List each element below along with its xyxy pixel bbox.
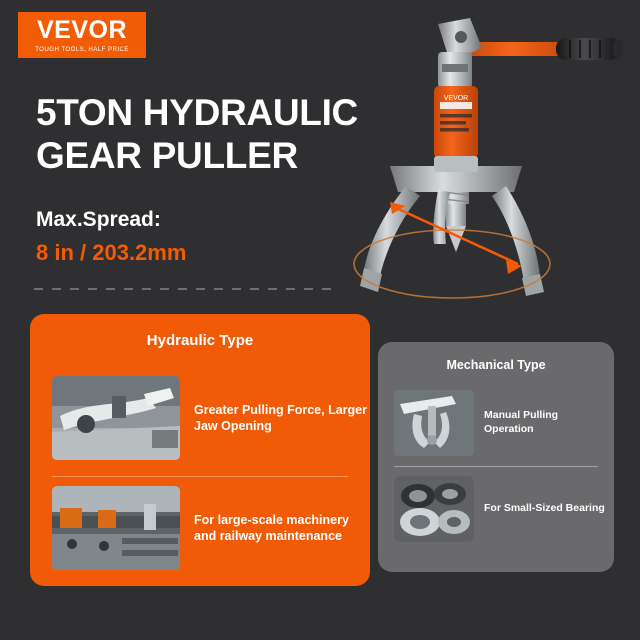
hydraulic-feature-text-2: For large-scale machinery and railway maintenance [194,512,349,543]
hydraulic-puller-photo [52,376,180,460]
hydraulic-type-card [30,314,370,586]
headline-line-1: 5TON HYDRAULIC [36,92,358,133]
mechanical-feature-row-1 [394,390,609,456]
mechanical-feature-text-2: For Small-Sized Bearing [484,502,605,515]
product-image [330,6,636,316]
brand-name: VEVOR [36,15,128,44]
spec-label: Max.Spread: [36,208,161,231]
hydraulic-feature-row-2 [52,486,374,570]
hydraulic-card-title: Hydraulic Type [146,332,254,349]
mechanical-feature-text-1: Manual Pulling Operation [484,409,559,435]
mechanical-card-divider [394,466,598,467]
hydraulic-feature-text-1: Greater Pulling Force, Larger Jaw Opening [194,402,367,433]
bearings-photo [394,476,474,542]
railway-maintenance-photo [52,486,180,570]
hydraulic-card-divider [52,476,348,477]
spec-value: 8 in / 203.2mm [36,240,187,265]
divider [34,288,334,290]
manual-puller-photo [394,390,474,456]
mechanical-feature-row-2 [394,476,609,542]
mechanical-card-title: Mechanical Type [446,358,546,372]
brand-tagline: TOUGH TOOLS, HALF PRICE [35,45,129,53]
svg-text:VEVOR: VEVOR [443,95,469,102]
mechanical-type-card [378,342,614,572]
hydraulic-feature-row-1 [52,376,374,460]
headline-line-2: GEAR PULLER [36,134,298,176]
brand-logo [18,12,146,58]
